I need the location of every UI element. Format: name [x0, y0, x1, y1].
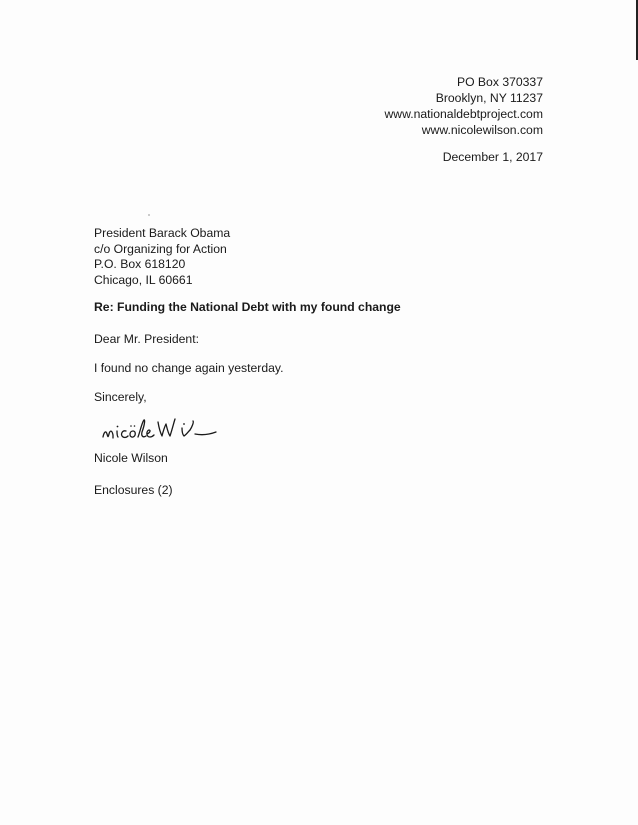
recipient-name: President Barack Obama [94, 226, 231, 240]
handwritten-signature [100, 410, 250, 444]
subject-line: Re: Funding the National Debt with my found change [94, 300, 401, 314]
recipient-address-block [94, 226, 230, 288]
scan-speck [148, 214, 150, 216]
letter-body: I found no change again yesterday. [94, 361, 284, 375]
closing: Sincerely, [94, 390, 147, 404]
signer-name: Nicole Wilson [94, 451, 168, 465]
salutation: Dear Mr. President: [94, 332, 199, 346]
recipient-organization: c/o Organizing for Action [94, 241, 227, 256]
sender-website-1: www.nationaldebtproject.com [384, 107, 543, 121]
sender-city-state-zip: Brooklyn, NY 11237 [435, 91, 543, 105]
letter-date: December 1, 2017 [442, 150, 543, 164]
enclosures-note: Enclosures (2) [94, 483, 173, 497]
recipient-city-state-zip: Chicago, IL 60661 [94, 272, 193, 287]
sender-po-box: PO Box 370337 [456, 75, 543, 89]
recipient-po-box: P.O. Box 618120 [94, 257, 186, 271]
sender-website-2: www.nicolewilson.com [421, 123, 543, 137]
sender-address-block [384, 74, 543, 138]
